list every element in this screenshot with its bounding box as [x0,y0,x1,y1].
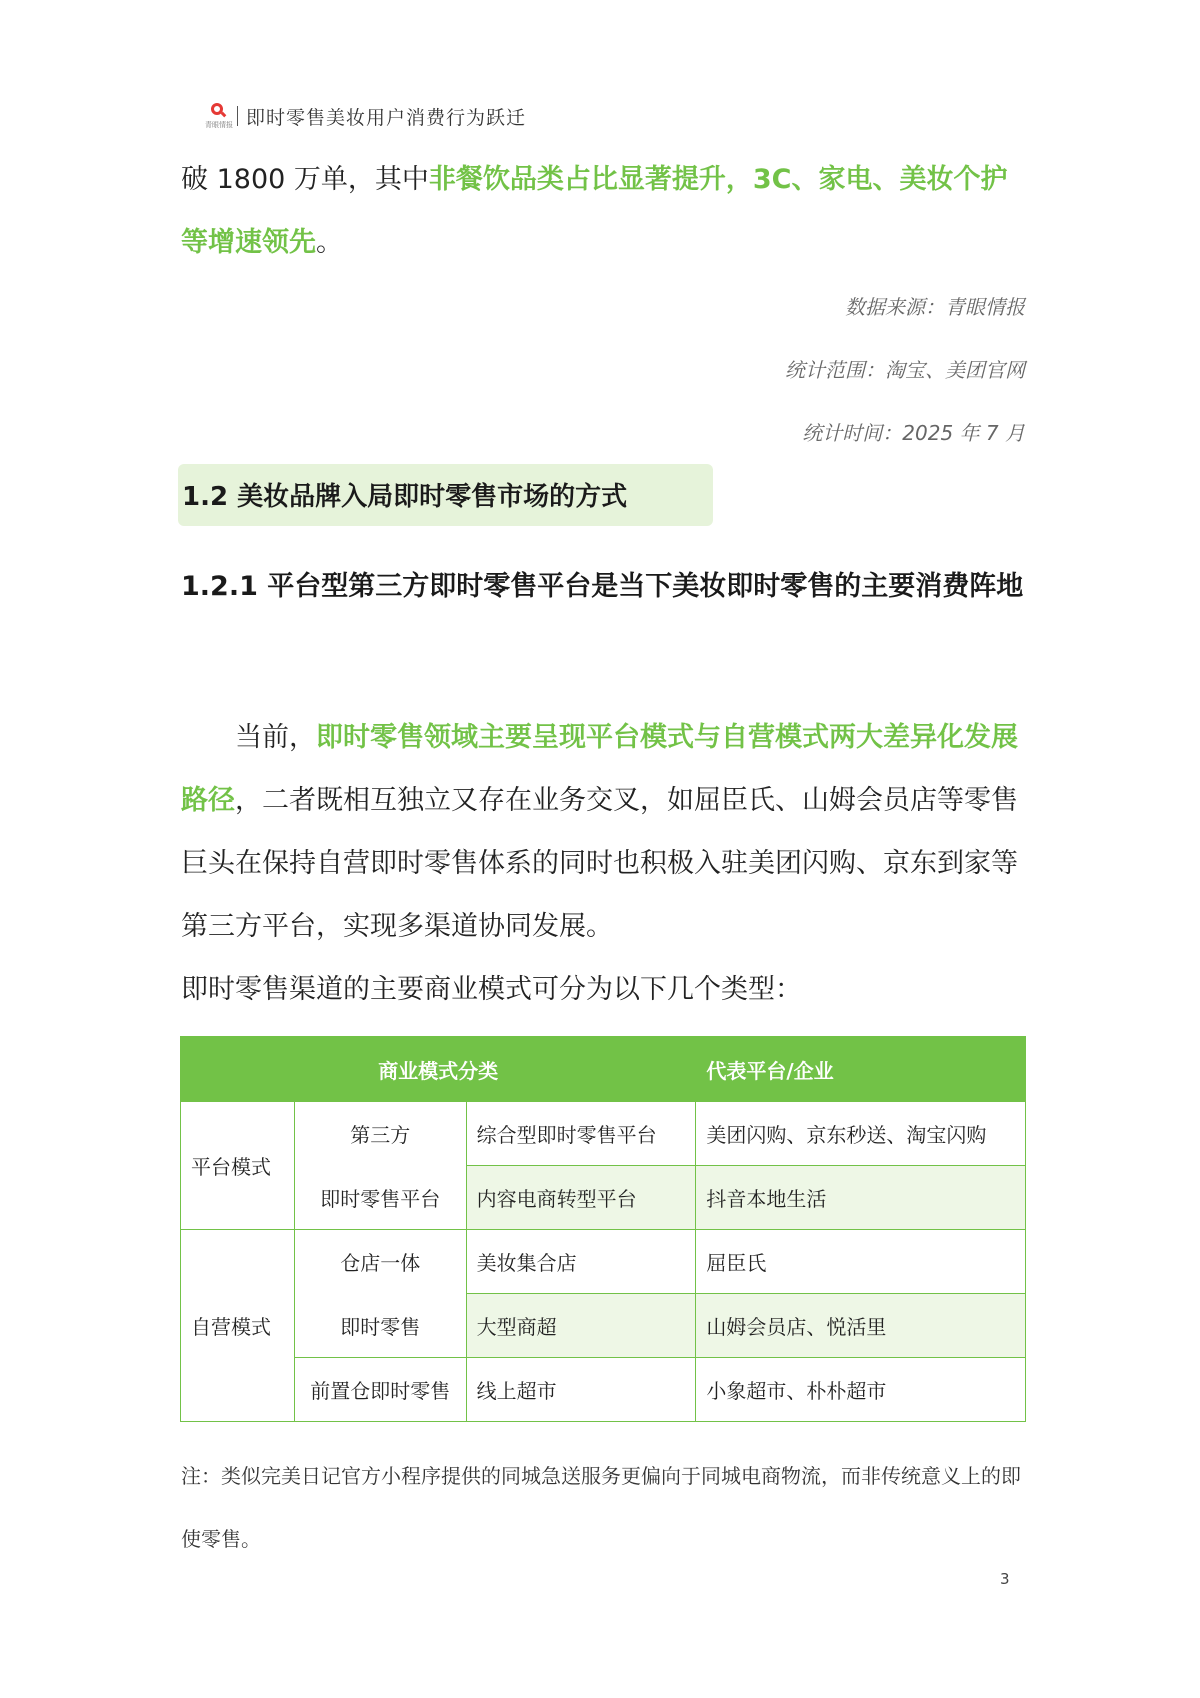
intro-end: 。 [316,227,343,258]
mode-self: 自营模式 [181,1230,295,1422]
sub-store-line2: 即时零售 [294,1294,466,1358]
table-row [181,1358,1026,1422]
table-cell-type: 综合型即时零售平台 [466,1102,696,1166]
table-row [181,1166,1026,1230]
table-row [181,1102,1026,1166]
logo-text: 青眼情报 [205,121,233,129]
header-category: 商业模式分类 [181,1037,696,1102]
table-cell-example: 小象超市、朴朴超市 [696,1358,1026,1422]
table-header-row [181,1037,1026,1102]
document-title: 即时零售美妆用户消费行为跃迁 [246,106,527,129]
brand-logo [205,102,231,130]
intro-text: 破 1800 万单，其中 [181,164,429,195]
table-cell-example: 山姆会员店、悦活里 [696,1294,1026,1358]
sub-warehouse: 前置仓即时零售 [294,1358,466,1422]
body-highlight: 即时零售领域主要呈现平台模式与自营模式两大差异化发展路径 [181,722,1018,816]
sub-store-line1: 仓店一体 [294,1230,466,1294]
table-note: 注：类似完美日记官方小程序提供的同城急送服务更偏向于同城电商物流，而非传统意义上的即使零售。 [181,1464,1021,1551]
page-header [205,100,526,132]
data-time: 统计时间：2025 年 7 月 [802,421,1025,445]
table-cell-example: 美团闪购、京东秒送、淘宝闪购 [696,1102,1026,1166]
table-cell-type: 线上超市 [466,1358,696,1422]
table-cell-example: 抖音本地生活 [696,1166,1026,1230]
body-text-start: 当前， [235,722,316,753]
subsection-heading: 1.2.1 平台型第三方即时零售平台是当下美妆即时零售的主要消费阵地 [181,571,1024,602]
sub-third-line2: 即时零售平台 [294,1166,466,1230]
intro-paragraph [181,148,1027,274]
data-scope: 统计范围：淘宝、美团官网 [785,358,1025,382]
table-cell-type: 内容电商转型平台 [466,1166,696,1230]
search-icon [211,103,223,115]
body-text-rest: ，二者既相互独立又存在业务交叉，如屈臣氏、山姆会员店等零售巨头在保持自营即时零售体系的同时也积极入驻美团闪购、京东到家等第三方平台，实现多渠道协同发展。 [181,785,1018,942]
page-number: 3 [1000,1570,1010,1588]
table-cell-type: 美妆集合店 [466,1230,696,1294]
header-platform: 代表平台/企业 [696,1037,1026,1102]
mode-platform: 平台模式 [181,1102,295,1230]
sub-third-line1: 第三方 [294,1102,466,1166]
table-intro: 即时零售渠道的主要商业模式可分为以下几个类型： [181,974,802,1005]
section-heading: 1.2 美妆品牌入局即时零售市场的方式 [182,482,628,512]
data-source: 数据来源：青眼情报 [845,295,1025,319]
table-row [181,1230,1026,1294]
header-divider [237,106,238,126]
body-paragraph [181,706,1027,958]
table-row [181,1294,1026,1358]
intro-highlight: 非餐饮品类占比显著提升，3C、家电、美妆个护等增速领先 [181,164,1008,258]
table-cell-example: 屈臣氏 [696,1230,1026,1294]
business-model-table [180,1036,1026,1422]
table-cell-type: 大型商超 [466,1294,696,1358]
